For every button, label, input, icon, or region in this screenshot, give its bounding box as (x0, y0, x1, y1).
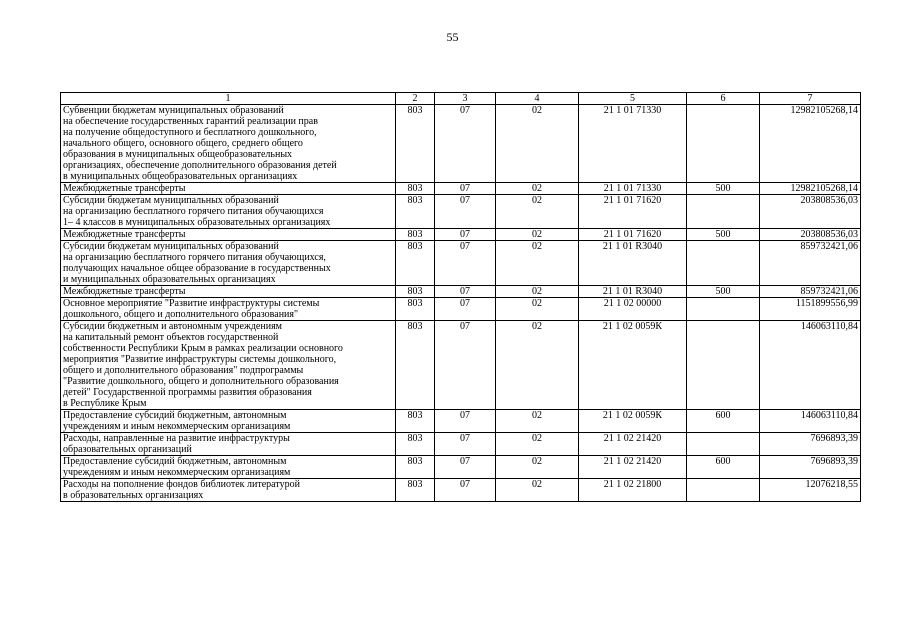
row-amount: 203808536,03 (760, 195, 861, 229)
row-target-article: 21 1 01 71620 (579, 195, 687, 229)
row-section: 07 (435, 195, 496, 229)
row-name: Расходы на пополнение фондов библиотек литературой в образовательных организациях (61, 479, 396, 502)
row-amount: 146063110,84 (760, 410, 861, 433)
budget-table (60, 92, 861, 502)
row-amount: 12076218,55 (760, 479, 861, 502)
row-name: Предоставление субсидий бюджетным, автономным учреждениям и иным некоммерческим организациям (61, 456, 396, 479)
row-ministry: 803 (396, 456, 435, 479)
row-subsection: 02 (496, 183, 579, 195)
row-subsection: 02 (496, 105, 579, 183)
row-subsection: 02 (496, 229, 579, 241)
table-row (61, 286, 861, 298)
row-subsection: 02 (496, 321, 579, 410)
table-row (61, 456, 861, 479)
row-section: 07 (435, 286, 496, 298)
table-row (61, 479, 861, 502)
row-section: 07 (435, 456, 496, 479)
row-subsection: 02 (496, 286, 579, 298)
table-row (61, 105, 861, 183)
row-target-article: 21 1 01 R3040 (579, 286, 687, 298)
row-expense-type (687, 433, 760, 456)
row-ministry: 803 (396, 183, 435, 195)
row-section: 07 (435, 479, 496, 502)
row-ministry: 803 (396, 298, 435, 321)
row-target-article: 21 1 02 21800 (579, 479, 687, 502)
table-row (61, 410, 861, 433)
row-ministry: 803 (396, 105, 435, 183)
row-name: Предоставление субсидий бюджетным, автономным учреждениям и иным некоммерческим организациям (61, 410, 396, 433)
table-row (61, 229, 861, 241)
row-section: 07 (435, 183, 496, 195)
row-section: 07 (435, 241, 496, 286)
row-expense-type: 500 (687, 183, 760, 195)
table-row (61, 433, 861, 456)
row-name: Субсидии бюджетным и автономным учреждениям на капитальный ремонт объектов государственной собственности Республики Крым в рамках реализации основного мероприятия "Развитие инфраструктуры системы дошкольного, общего и дополнительного образования" подпрограммы "Развитие дошкольного, общего и дополнительного образования детей" Государственной программы развития образования в Республике Крым (61, 321, 396, 410)
row-ministry: 803 (396, 286, 435, 298)
row-name: Межбюджетные трансферты (61, 286, 396, 298)
header-col-1: 1 (61, 93, 396, 105)
row-expense-type (687, 241, 760, 286)
row-subsection: 02 (496, 410, 579, 433)
row-amount: 203808536,03 (760, 229, 861, 241)
row-subsection: 02 (496, 433, 579, 456)
table-row (61, 195, 861, 229)
row-ministry: 803 (396, 195, 435, 229)
header-row (61, 93, 861, 105)
row-ministry: 803 (396, 433, 435, 456)
row-section: 07 (435, 105, 496, 183)
row-ministry: 803 (396, 410, 435, 433)
row-section: 07 (435, 321, 496, 410)
row-ministry: 803 (396, 241, 435, 286)
row-ministry: 803 (396, 479, 435, 502)
row-amount: 146063110,84 (760, 321, 861, 410)
row-name: Субсидии бюджетам муниципальных образований на организацию бесплатного горячего питания обучающихся, получающих начальное общее образование в государственных и муниципальных образовательных организациях (61, 241, 396, 286)
row-section: 07 (435, 229, 496, 241)
row-expense-type: 600 (687, 456, 760, 479)
row-section: 07 (435, 410, 496, 433)
row-target-article: 21 1 02 0059К (579, 410, 687, 433)
row-subsection: 02 (496, 241, 579, 286)
header-col-7: 7 (760, 93, 861, 105)
header-col-4: 4 (496, 93, 579, 105)
row-subsection: 02 (496, 456, 579, 479)
row-subsection: 02 (496, 195, 579, 229)
row-amount: 7696893,39 (760, 433, 861, 456)
row-target-article: 21 1 01 R3040 (579, 241, 687, 286)
row-target-article: 21 1 02 00000 (579, 298, 687, 321)
row-amount: 859732421,06 (760, 286, 861, 298)
row-name: Субвенции бюджетам муниципальных образований на обеспечение государственных гарантий реализации прав на получение общедоступного и бесплатного дошкольного, начального общего, основного общего, среднего общего образования в муниципальных общеобразовательных организациях, обеспечение дополнительного образования детей в муниципальных общеобразовательных организациях (61, 105, 396, 183)
row-expense-type (687, 321, 760, 410)
row-name: Расходы, направленные на развитие инфраструктуры образовательных организаций (61, 433, 396, 456)
row-name: Субсидии бюджетам муниципальных образований на организацию бесплатного горячего питания обучающихся 1– 4 классов в муниципальных образовательных организациях (61, 195, 396, 229)
row-ministry: 803 (396, 321, 435, 410)
row-target-article: 21 1 02 21420 (579, 456, 687, 479)
row-name: Межбюджетные трансферты (61, 229, 396, 241)
header-col-5: 5 (579, 93, 687, 105)
page-number: 55 (446, 30, 459, 44)
table-row (61, 321, 861, 410)
row-expense-type: 500 (687, 286, 760, 298)
row-amount: 12982105268,14 (760, 183, 861, 195)
header-col-6: 6 (687, 93, 760, 105)
row-section: 07 (435, 298, 496, 321)
row-target-article: 21 1 01 71620 (579, 229, 687, 241)
row-section: 07 (435, 433, 496, 456)
row-ministry: 803 (396, 229, 435, 241)
table-row (61, 241, 861, 286)
table-row (61, 183, 861, 195)
row-target-article: 21 1 02 21420 (579, 433, 687, 456)
row-amount: 859732421,06 (760, 241, 861, 286)
row-amount: 7696893,39 (760, 456, 861, 479)
row-target-article: 21 1 01 71330 (579, 183, 687, 195)
row-expense-type: 500 (687, 229, 760, 241)
row-expense-type (687, 105, 760, 183)
row-subsection: 02 (496, 479, 579, 502)
row-target-article: 21 1 01 71330 (579, 105, 687, 183)
header-col-3: 3 (435, 93, 496, 105)
row-name: Межбюджетные трансферты (61, 183, 396, 195)
row-target-article: 21 1 02 0059К (579, 321, 687, 410)
row-expense-type (687, 195, 760, 229)
table-row (61, 298, 861, 321)
header-col-2: 2 (396, 93, 435, 105)
row-expense-type: 600 (687, 410, 760, 433)
row-amount: 12982105268,14 (760, 105, 861, 183)
row-expense-type (687, 479, 760, 502)
row-expense-type (687, 298, 760, 321)
row-amount: 1151899556,99 (760, 298, 861, 321)
row-subsection: 02 (496, 298, 579, 321)
row-name: Основное мероприятие "Развитие инфраструктуры системы дошкольного, общего и дополнительного образования" (61, 298, 396, 321)
